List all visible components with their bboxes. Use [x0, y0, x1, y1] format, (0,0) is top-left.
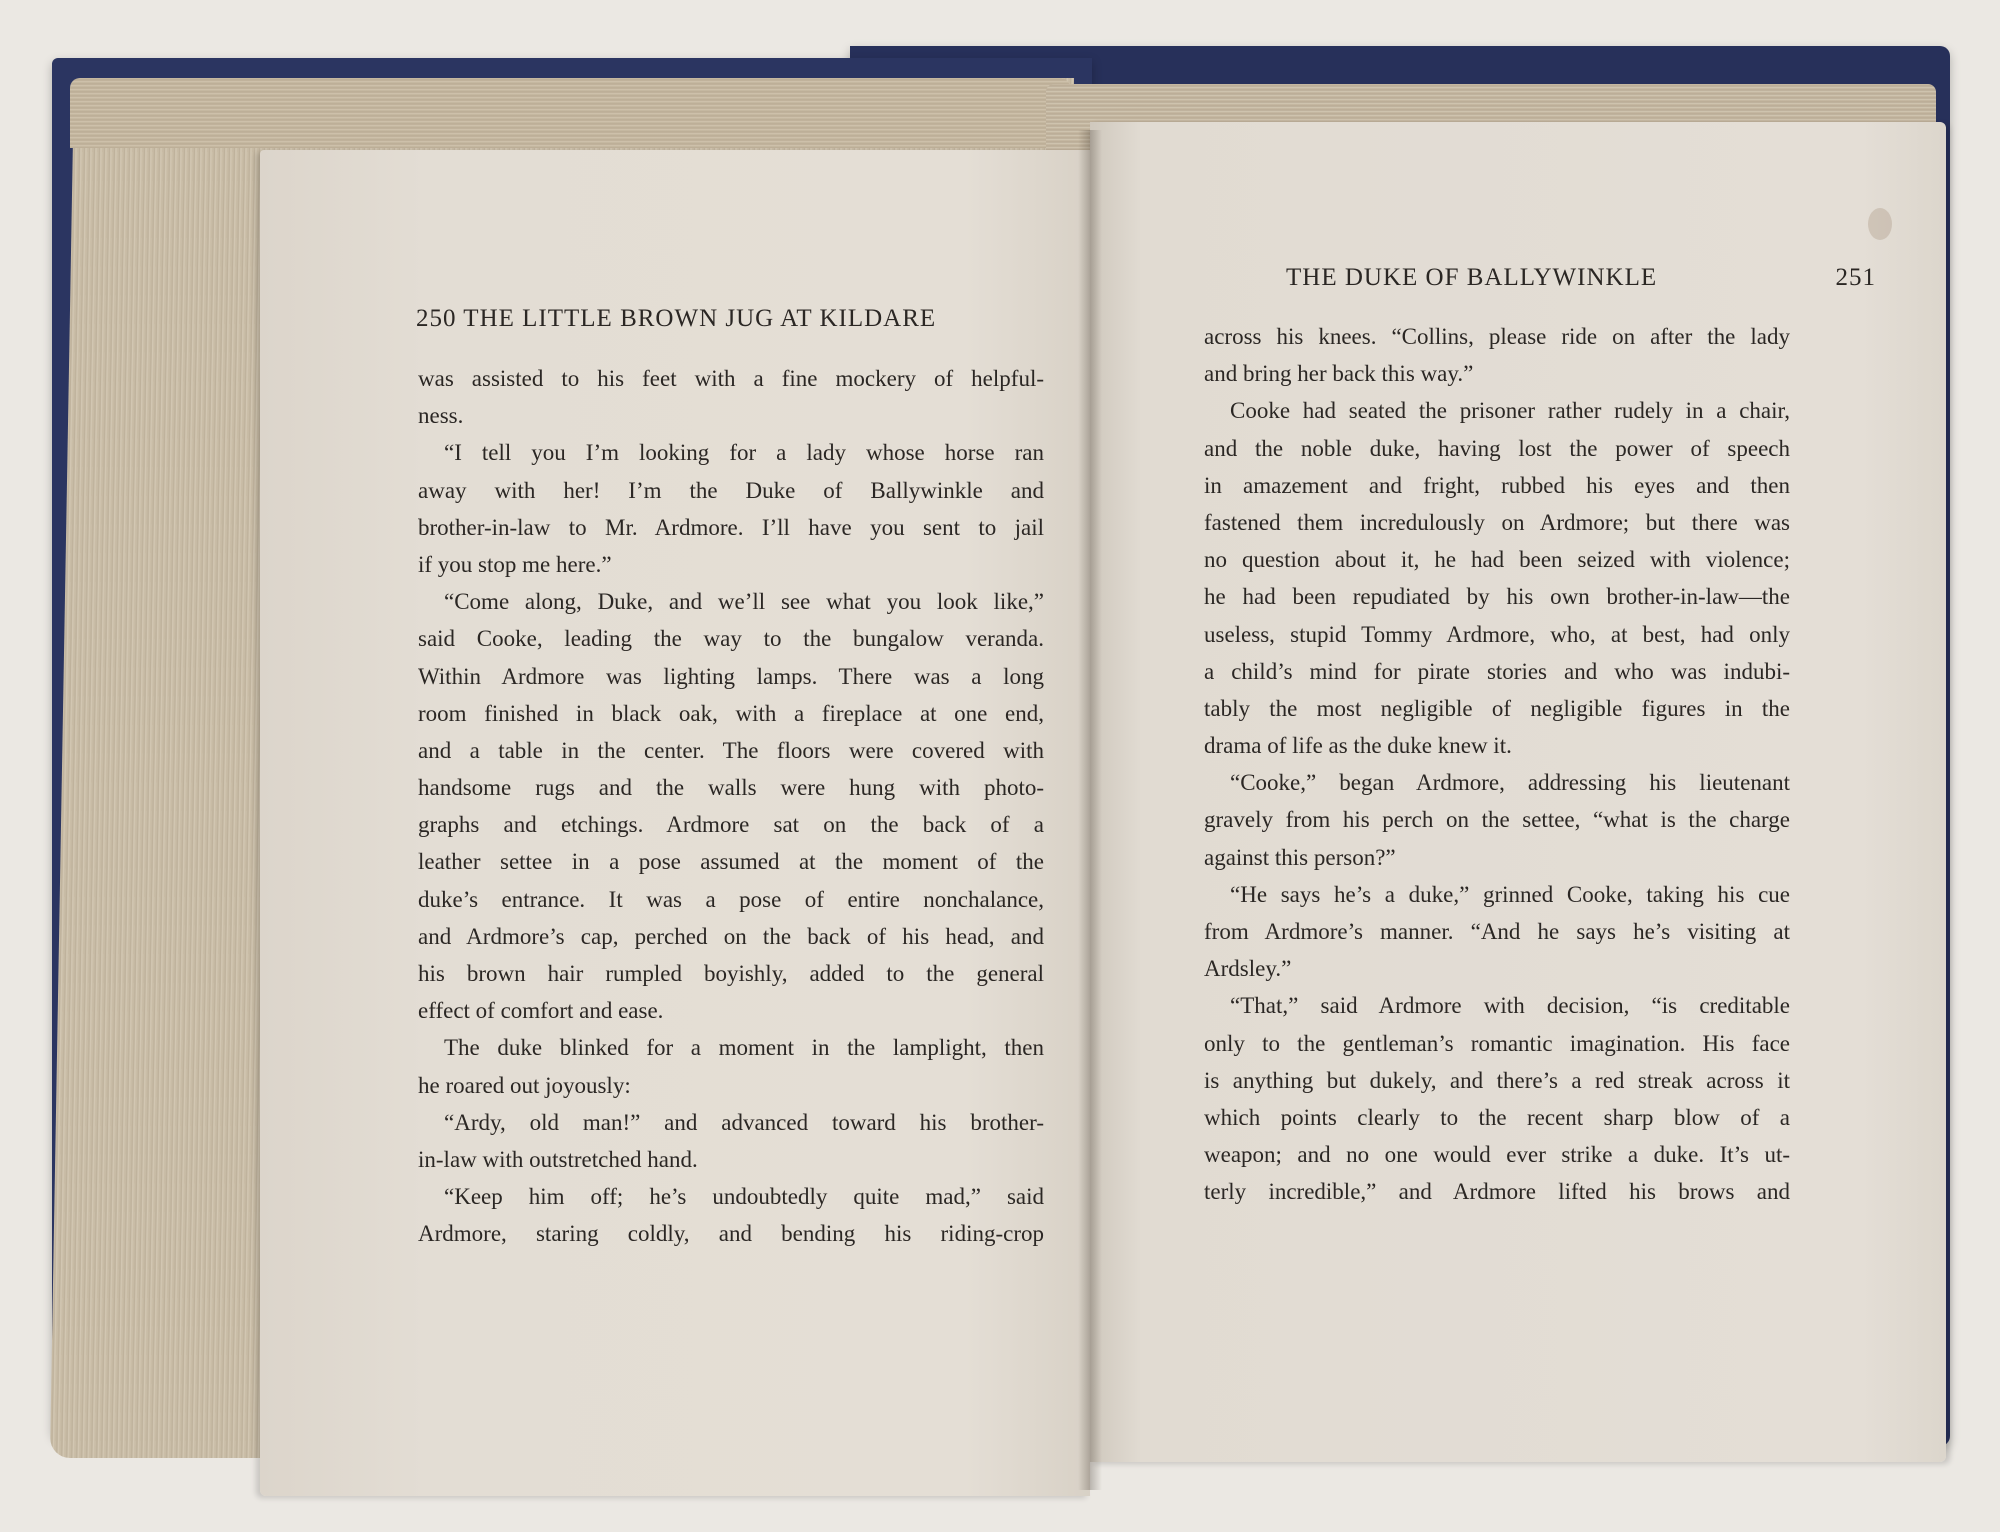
text-line: across his knees. “Collins, please ride on after the lady [1204, 324, 1790, 349]
text-line: useless, stupid Tommy Ardmore, who, at best, had only [1204, 621, 1790, 647]
text-line: “Keep him off; he’s undoubtedly quite mad,” said [444, 1184, 1044, 1210]
text-line: effect of comfort and ease. [418, 998, 664, 1024]
text-line: and a table in the center. The floors were covered with [418, 737, 1044, 763]
left-page-text [418, 360, 1044, 1253]
text-line: Within Ardmore was lighting lamps. There was a long [418, 663, 1044, 689]
text-line: against this person?” [1204, 844, 1396, 870]
text-line: tably the most negligible of negligible figures in the [1204, 695, 1790, 721]
text-line: if you stop me here.” [418, 551, 612, 577]
left-page [260, 150, 1090, 1496]
right-running-head-title: THE DUKE OF BALLYWINKLE [1286, 264, 1658, 291]
text-line: only to the gentleman’s romantic imagination. His face [1204, 1030, 1790, 1056]
text-line: handsome rugs and the walls were hung with photo- [418, 775, 1044, 801]
smudge [1868, 208, 1892, 240]
left-running-head: 250 THE LITTLE BROWN JUG AT KILDARE [416, 305, 937, 332]
text-line: away with her! I’m the Duke of Ballywinkle and [418, 477, 1044, 503]
text-line: he roared out joyously: [418, 1072, 631, 1098]
right-page [1090, 122, 1946, 1462]
text-line: a child’s mind for pirate stories and who was indubi- [1204, 658, 1790, 684]
text-line: and bring her back this way.” [1204, 361, 1474, 387]
text-line: duke’s entrance. It was a pose of entire nonchalance, [418, 886, 1044, 912]
text-line: “Come along, Duke, and we’ll see what you look like,” [444, 589, 1044, 615]
text-line: “He says he’s a duke,” grinned Cooke, taking his cue [1230, 881, 1790, 907]
text-line: from Ardmore’s manner. “And he says he’s visiting at [1204, 919, 1790, 944]
text-line: “Ardy, old man!” and advanced toward his brother- [444, 1109, 1044, 1135]
text-line: room finished in black oak, with a fireplace at one end, [418, 700, 1044, 726]
text-line: Cooke had seated the prisoner rather rudely in a chair, [1230, 398, 1790, 424]
text-line: gravely from his perch on the settee, “what is the charge [1204, 807, 1790, 833]
text-line: “Cooke,” began Ardmore, addressing his lieutenant [1230, 770, 1790, 796]
text-line: his brown hair rumpled boyishly, added to the general [418, 961, 1044, 986]
page-number: 251 [1835, 264, 1876, 291]
text-line: in amazement and fright, rubbed his eyes and then [1204, 472, 1790, 498]
text-line: he had been repudiated by his own brother-in-law—the [1204, 584, 1790, 610]
text-line: terly incredible,” and Ardmore lifted his brows and [1204, 1179, 1790, 1205]
text-line: weapon; and no one would ever strike a duke. It’s ut- [1204, 1142, 1790, 1168]
text-line: and Ardmore’s cap, perched on the back of his head, and [418, 923, 1044, 949]
text-line: was assisted to his feet with a fine mockery of helpful- [418, 366, 1044, 391]
page-stack-left-top [70, 78, 1070, 148]
text-line: brother-in-law to Mr. Ardmore. I’ll have you sent to jail [418, 514, 1044, 540]
right-running-head [1286, 264, 1876, 292]
text-line: graphs and etchings. Ardmore sat on the back of a [418, 812, 1044, 838]
text-line: in-law with outstretched hand. [418, 1146, 698, 1172]
text-line: The duke blinked for a moment in the lamplight, then [444, 1035, 1044, 1061]
text-line: said Cooke, leading the way to the bungalow veranda. [418, 626, 1044, 652]
text-line: drama of life as the duke knew it. [1204, 733, 1512, 759]
text-line: “That,” said Ardmore with decision, “is creditable [1230, 993, 1790, 1019]
text-line: and the noble duke, having lost the power of speech [1204, 435, 1790, 461]
text-line: Ardmore, staring coldly, and bending his riding-crop [418, 1221, 1044, 1247]
text-line: fastened them incredulously on Ardmore; but there was [1204, 509, 1790, 535]
right-page-text [1204, 318, 1790, 1211]
text-line: ness. [418, 403, 464, 429]
text-line: “I tell you I’m looking for a lady whose horse ran [444, 440, 1044, 466]
book-gutter [1078, 130, 1102, 1490]
text-line: Ardsley.” [1204, 956, 1292, 982]
text-line: is anything but dukely, and there’s a red streak across it [1204, 1067, 1790, 1093]
text-line: no question about it, he had been seized with violence; [1204, 547, 1790, 573]
text-line: leather settee in a pose assumed at the moment of the [418, 849, 1044, 875]
text-line: which points clearly to the recent sharp blow of a [1204, 1104, 1790, 1130]
